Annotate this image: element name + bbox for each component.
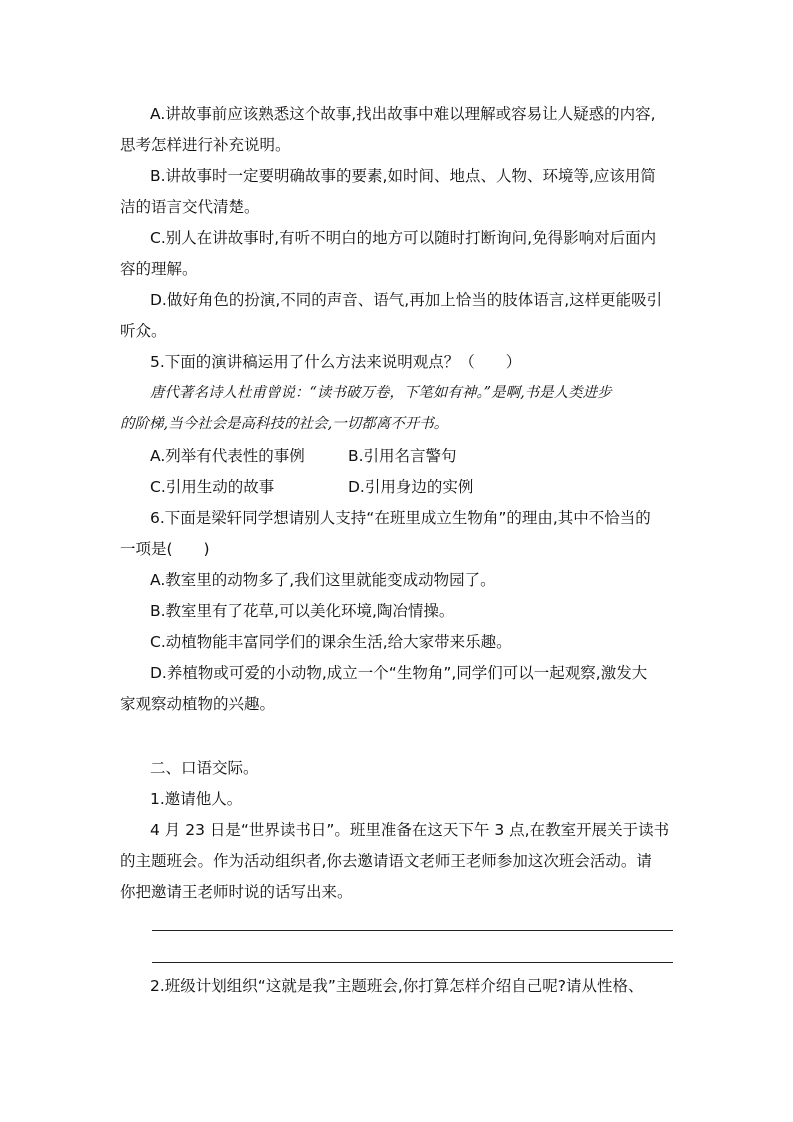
item1-text-line2: 的主题班会。作为活动组织者,你去邀请语文老师王老师参加这次班会活动。请	[120, 852, 652, 870]
q6-option-d-line1: D.养植物或可爱的小动物,成立一个“生物角”,同学们可以一起观察,激发大	[150, 664, 648, 682]
q4-option-b-line1: B.讲故事时一定要明确故事的要素,如时间、地点、人物、环境等,应该用简	[150, 167, 656, 185]
answer-line-2[interactable]	[152, 962, 673, 963]
q4-option-b-line2: 洁的语言交代清楚。	[120, 198, 260, 216]
q6-option-d-line2: 家观察动植物的兴趣。	[120, 695, 276, 713]
q4-option-d-line2: 听众。	[120, 322, 167, 340]
item1-text-line1: 4 月 23 日是“世界读书日”。班里准备在这天下午 3 点,在教室开展关于读书	[150, 821, 670, 839]
q6-option-c: C.动植物能丰富同学们的课余生活,给大家带来乐趣。	[150, 633, 512, 651]
section-heading: 二、口语交际。	[150, 759, 259, 777]
q5-quote-line1: 唐代著名诗人杜甫曾说：“读书破万卷，下笔如有神。”是啊,书是人类进步	[150, 385, 612, 401]
q5-quote-line2: 的阶梯,当今社会是高科技的社会,一切都离不开书。	[120, 416, 449, 432]
q6-option-a: A.教室里的动物多了,我们这里就能变成动物园了。	[150, 571, 496, 589]
q4-option-d-line1: D.做好角色的扮演,不同的声音、语气,再加上恰当的肢体语言,这样更能吸引	[150, 291, 663, 309]
q5-stem: 5.下面的演讲稿运用了什么方法来说明观点？（ ）	[150, 353, 522, 371]
item1-text-line3: 你把邀请王老师时说的话写出来。	[120, 883, 353, 901]
q5-option-a: A.列举有代表性的事例	[150, 447, 305, 465]
q5-option-b: B.引用名言警句	[348, 447, 457, 465]
q6-stem-line2: 一项是( )	[120, 540, 210, 558]
q4-option-a-line2: 思考怎样进行补充说明。	[120, 136, 291, 154]
q6-option-b: B.教室里有了花草,可以美化环境,陶冶情操。	[150, 602, 455, 620]
q6-stem-line1: 6.下面是梁轩同学想请别人支持“在班里成立生物角”的理由,其中不恰当的	[150, 509, 651, 527]
q4-option-a-line1: A.讲故事前应该熟悉这个故事,找出故事中难以理解或容易让人疑惑的内容,	[150, 105, 656, 123]
item1-title: 1.邀请他人。	[150, 790, 243, 808]
q5-option-c: C.引用生动的故事	[150, 478, 275, 496]
item2-text-line1: 2.班级计划组织“这就是我”主题班会,你打算怎样介绍自己呢?请从性格、	[150, 977, 644, 995]
q4-option-c-line1: C.别人在讲故事时,有听不明白的地方可以随时打断询问,免得影响对后面内	[150, 229, 657, 247]
q4-option-c-line2: 容的理解。	[120, 260, 198, 278]
q5-option-d: D.引用身边的实例	[348, 478, 474, 496]
answer-line-1[interactable]	[152, 930, 673, 931]
